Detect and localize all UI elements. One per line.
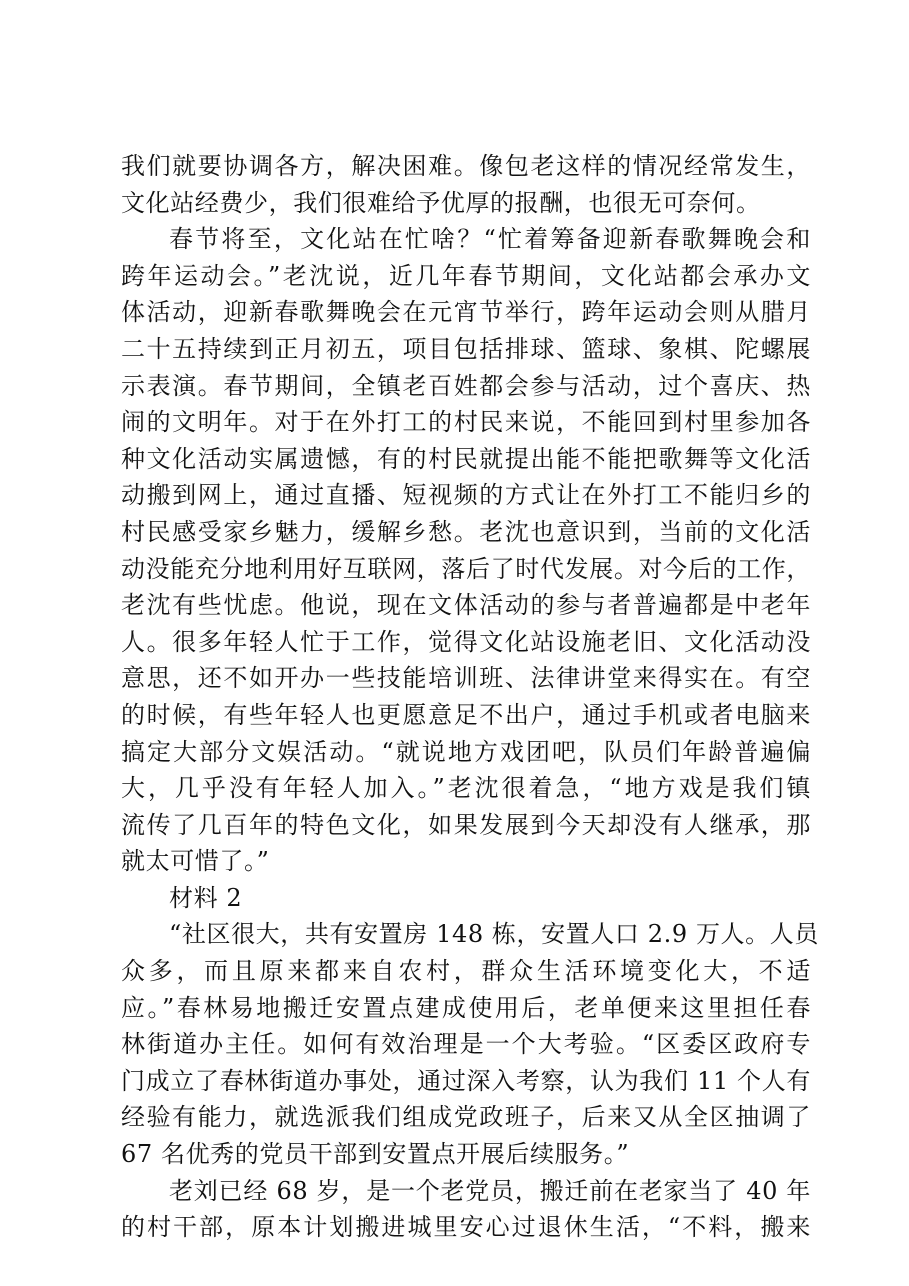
text-line: 人。很多年轻人忙于工作，觉得文化站设施老旧、文化活动没 xyxy=(121,627,811,656)
text-line: 就太可惜了。” xyxy=(121,847,270,876)
text-line: 应。”春林易地搬迁安置点建成使用后，老单便来这里担任春 xyxy=(121,993,811,1022)
document-body xyxy=(121,148,819,1246)
text-line: 的时候，有些年轻人也更愿意足不出户，通过手机或者电脑来 xyxy=(121,700,811,729)
text-line: 跨年运动会。”老沈说，近几年春节期间，文化站都会承办文 xyxy=(121,261,811,290)
text-line: 众多，而且原来都来自农村，群众生活环境变化大，不适 xyxy=(121,957,811,986)
text-line: 搞定大部分文娱活动。“就说地方戏团吧，队员们年龄普遍偏 xyxy=(121,737,811,766)
text-line: 的村干部，原本计划搬进城里安心过退休生活，“不料，搬来 xyxy=(121,1213,811,1242)
text-line: 流传了几百年的特色文化，如果发展到今天却没有人继承，那 xyxy=(121,810,811,839)
text-line: 经验有能力，就选派我们组成党政班子，后来又从全区抽调了 xyxy=(121,1103,811,1132)
text-line: 老刘已经 68 岁，是一个老党员，搬迁前在老家当了 40 年 xyxy=(169,1176,811,1205)
text-line: 材料 2 xyxy=(169,883,243,912)
text-line: 我们就要协调各方，解决困难。像包老这样的情况经常发生， xyxy=(121,152,811,180)
text-line: 动没能充分地利用好互联网，落后了时代发展。对今后的工作， xyxy=(121,554,811,583)
text-line: 意思，还不如开办一些技能培训班、法律讲堂来得实在。有空 xyxy=(121,664,811,693)
text-line: 67 名优秀的党员干部到安置点开展后续服务。” xyxy=(121,1140,630,1169)
text-line: 春节将至，文化站在忙啥？“忙着筹备迎新春歌舞晚会和 xyxy=(169,225,811,254)
text-line: 二十五持续到正月初五，项目包括排球、篮球、象棋、陀螺展 xyxy=(121,334,811,363)
text-line: 体活动，迎新春歌舞晚会在元宵节举行，跨年运动会则从腊月 xyxy=(121,298,811,327)
text-line: 闹的文明年。对于在外打工的村民来说，不能回到村里参加各 xyxy=(121,408,811,437)
text-line: 种文化活动实属遗憾，有的村民就提出能不能把歌舞等文化活 xyxy=(121,444,811,473)
text-line: 示表演。春节期间，全镇老百姓都会参与活动，过个喜庆、热 xyxy=(121,371,811,400)
text-line: 老沈有些忧虑。他说，现在文体活动的参与者普遍都是中老年 xyxy=(121,591,811,620)
text-line: 林街道办主任。如何有效治理是一个大考验。“区委区政府专 xyxy=(121,1030,811,1059)
text-line: 门成立了春林街道办事处，通过深入考察，认为我们 11 个人有 xyxy=(121,1066,811,1095)
text-line: 大，几乎没有年轻人加入。”老沈很着急，“地方戏是我们镇 xyxy=(121,774,811,803)
text-line: 村民感受家乡魅力，缓解乡愁。老沈也意识到，当前的文化活 xyxy=(121,517,811,546)
text-line: 文化站经费少，我们很难给予优厚的报酬，也很无可奈何。 xyxy=(121,188,761,217)
text-line: “社区很大，共有安置房 148 栋，安置人口 2.9 万人。人员 xyxy=(169,920,819,949)
text-line: 动搬到网上，通过直播、短视频的方式让在外打工不能归乡的 xyxy=(121,481,811,510)
